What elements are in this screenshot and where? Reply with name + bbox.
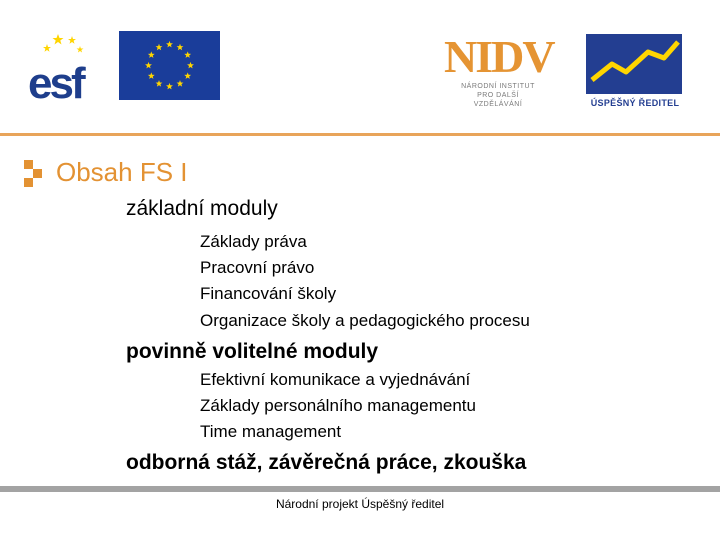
list-item: Efektivní komunikace a vyjednávání	[200, 370, 471, 389]
eu-star-icon	[184, 72, 191, 79]
slide-title: Obsah FS I	[56, 157, 188, 187]
section-heading: odborná stáž, závěrečná práce, zkouška	[126, 451, 527, 474]
list-item: Organizace školy a pedagogického procesu	[200, 311, 530, 330]
section-heading: povinně volitelné moduly	[126, 340, 379, 363]
list-item: Základy personálního managementu	[200, 396, 476, 415]
esf-logo	[28, 30, 110, 100]
eu-star-icon	[177, 80, 184, 87]
eu-stars-icon	[119, 31, 220, 100]
eu-star-icon	[148, 72, 155, 79]
eu-star-icon	[177, 44, 184, 51]
uspesny-reditel-logo	[586, 34, 684, 112]
list-item: Financování školy	[200, 284, 337, 303]
esf-wordmark: esf	[28, 59, 83, 100]
eu-star-icon	[166, 41, 173, 48]
title-bullet-icon	[24, 160, 44, 188]
list-item: Pracovní právo	[200, 258, 315, 277]
nidv-line: PRO DALŠÍ	[477, 92, 519, 99]
uspesny-reditel-graphic	[586, 34, 682, 94]
section-heading: základní moduly	[126, 197, 278, 220]
footer-text: Národní projekt Úspěšný ředitel	[275, 497, 445, 511]
eu-star-icon	[145, 62, 152, 69]
eu-flag-logo	[119, 31, 220, 100]
nidv-line: VZDĚLÁVÁNÍ	[473, 101, 523, 108]
eu-star-icon	[184, 51, 191, 58]
list-item: Základy práva	[200, 232, 307, 251]
eu-star-icon	[148, 51, 155, 58]
growth-line-icon	[586, 34, 682, 94]
footer-divider	[0, 486, 720, 492]
uspesny-reditel-caption: ÚSPĚŠNÝ ŘEDITEL	[590, 98, 680, 108]
nidv-text	[448, 82, 548, 109]
eu-star-icon	[187, 62, 194, 69]
nidv-line: NÁRODNÍ INSTITUT	[461, 83, 535, 90]
list-item: Time management	[200, 422, 342, 441]
esf-logo-graphic	[28, 30, 110, 100]
nidv-logo	[440, 30, 554, 114]
eu-star-icon	[156, 80, 163, 87]
eu-star-icon	[156, 44, 163, 51]
eu-star-icon	[166, 83, 173, 90]
header-divider	[0, 133, 720, 136]
nidv-monogram: NIDV	[444, 31, 554, 82]
